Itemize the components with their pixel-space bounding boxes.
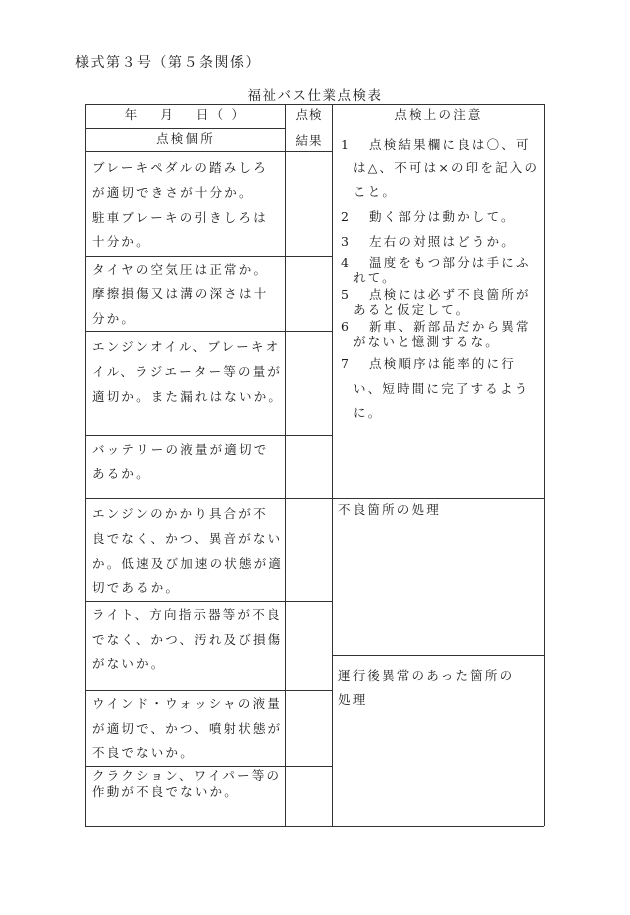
header-divider-date	[85, 128, 285, 129]
note-text: 温度をもつ部分は手にふ	[369, 255, 531, 270]
note-text: 動く部分は動かして。	[369, 209, 516, 224]
item-text: ライト、方向指示器等が不良	[92, 607, 282, 622]
note-text: あると仮定して。	[353, 302, 471, 317]
item-text: 分か。	[92, 311, 137, 326]
result-cell[interactable]	[285, 257, 332, 331]
after-run-handling-area[interactable]	[333, 712, 544, 825]
note-number: 6	[341, 319, 352, 334]
note-number: 1	[341, 137, 352, 152]
note-number: 7	[341, 356, 352, 371]
note-text: がないと憶測するな。	[353, 334, 501, 349]
result-header-line1: 点検	[295, 107, 323, 122]
item-text: バッテリーの液量が適切で	[92, 442, 269, 457]
document-title: 福祉バス仕業点検表	[247, 88, 383, 104]
inspection-location-header: 点検個所	[156, 131, 215, 146]
item-text: イル、ラジエーター等の量が	[92, 364, 283, 379]
date-header: 年 月 日（ ）	[124, 107, 247, 122]
item-text: 駐車ブレーキの引きしろは	[92, 210, 268, 225]
note-text: 点検には必ず不良箇所が	[369, 287, 531, 302]
note-text: い、短時間に完了するよう	[353, 381, 530, 396]
item-text: か。低速及び加速の状態が適	[92, 556, 284, 571]
table-border-bottom	[85, 826, 544, 827]
note-number: 4	[341, 255, 352, 270]
item-text: タイヤの空気圧は正常か。	[92, 262, 269, 277]
item-text: あるか。	[92, 466, 151, 481]
defect-handling-area[interactable]	[333, 520, 544, 654]
result-header-line2: 結果	[295, 133, 323, 148]
item-text: 適切か。また漏れはないか。	[92, 389, 284, 404]
result-cell[interactable]	[285, 436, 332, 498]
item-text: ブレーキペダルの踏みしろ	[92, 160, 268, 175]
note-number: 3	[341, 234, 352, 249]
item-text: でなく、かつ、汚れ及び損傷	[92, 632, 283, 647]
note-text: 点検結果欄に良は〇、可	[369, 137, 531, 152]
item-text: エンジンオイル、ブレーキオ	[92, 339, 281, 354]
table-border-left	[85, 104, 86, 826]
item-text: が適切できさが十分か。	[92, 185, 254, 200]
result-cell[interactable]	[285, 499, 332, 601]
table-border-right	[544, 104, 545, 826]
after-run-handling-heading-line2: 処理	[338, 692, 368, 707]
item-text: 不良でないか。	[92, 745, 195, 760]
item-text: クラクション、ワイパー等の	[92, 768, 282, 783]
item-text: 十分か。	[92, 234, 151, 249]
note-text: れて。	[353, 270, 397, 285]
result-cell[interactable]	[285, 332, 332, 435]
item-text: がないか。	[92, 656, 166, 671]
section-divider	[332, 655, 544, 656]
result-cell[interactable]	[285, 152, 332, 256]
result-cell[interactable]	[285, 691, 332, 766]
form-label: 様式第３号（第５条関係）	[75, 55, 261, 71]
note-number: 2	[341, 209, 352, 224]
item-text: ウインド・ウォッシャの液量	[92, 696, 282, 711]
item-text: 切であるか。	[92, 580, 181, 595]
notes-header: 点検上の注意	[394, 107, 483, 122]
result-cell[interactable]	[285, 767, 332, 826]
item-text: 作動が不良でないか。	[92, 784, 240, 799]
note-text: 左右の対照はどうか。	[369, 234, 517, 249]
item-text: 良でなく、かつ、異音がない	[92, 531, 283, 546]
item-text: 摩擦損傷又は溝の深さは十	[92, 286, 269, 301]
note-text: 新車、新部品だから異常	[369, 319, 531, 334]
note-text: 点検順序は能率的に行	[369, 356, 517, 371]
table-border-top	[85, 104, 544, 105]
note-number: 5	[341, 287, 352, 302]
after-run-handling-heading-line1: 運行後異常のあった箇所の	[338, 668, 515, 683]
note-text: こと。	[353, 184, 398, 199]
result-cell[interactable]	[285, 602, 332, 690]
note-text: は△、不可は×の印を記入の	[353, 160, 540, 175]
item-text: エンジンのかかり具合が不	[92, 506, 268, 521]
note-text: に。	[353, 405, 383, 420]
defect-handling-heading: 不良箇所の処理	[338, 502, 441, 517]
item-text: が適切で、かつ、噴射状態が	[92, 721, 283, 736]
